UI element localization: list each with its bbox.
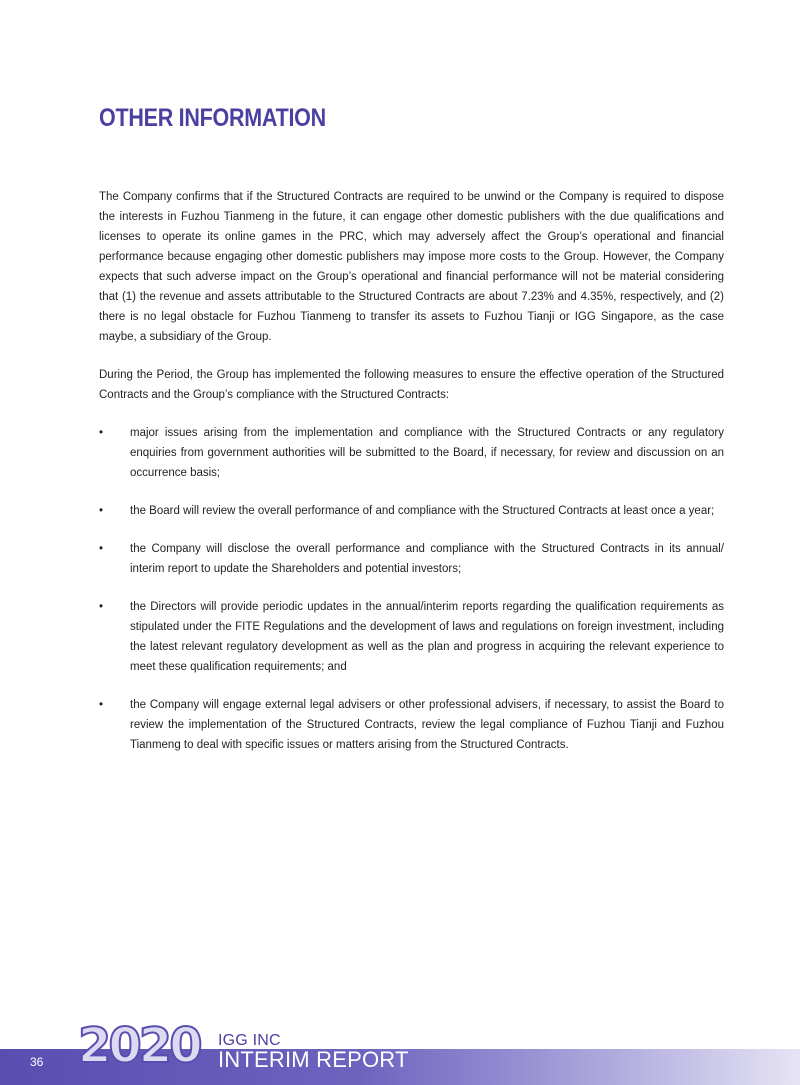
paragraph: During the Period, the Group has implemented the following measures to ensure the effective operation of the Structured Contracts and the Group’s compliance with the Structured Contracts: bbox=[99, 369, 724, 401]
year-logo: 2020 bbox=[78, 1018, 200, 1074]
list-item bbox=[99, 597, 724, 677]
bullet-icon: • bbox=[99, 505, 104, 517]
list-item-text: the Company will disclose the overall performance and compliance with the Structured Contracts in its annual/ interim report to update the Shareholders and potential investors; bbox=[130, 543, 724, 575]
list-item bbox=[99, 695, 724, 755]
paragraph: The Company confirms that if the Structured Contracts are required to be unwind or the Company is required to dispose the interests in Fuzhou Tianmeng in the future, it can engage other domestic publishers with the due qualifications and licenses to operate its online games in the PRC, which may adversely affect the Group’s operational and financial performance because engaging other domestic publishers may impose more costs to the Group. However, the Company expects that such adverse impact on the Group’s operational and financial performance will not be material considering that (1) the revenue and assets attributable to the Structured Contracts are about 7.23% and 4.35%, respectively, and (2) there is no legal obstacle for Fuzhou Tianmeng to transfer its assets to Fuzhou Tianji or IGG Singapore, as the case maybe, a subsidiary of the Group. bbox=[99, 191, 724, 343]
bullet-icon: • bbox=[99, 543, 104, 555]
list-item-text: the Company will engage external legal advisers or other professional advisers, if necessary, to assist the Board to review the implementation of the Structured Contracts, review the legal compliance of Fuzhou Tianji and Fuzhou Tianmeng to deal with specific issues or matters arising from the Structured Contracts. bbox=[130, 699, 724, 751]
bullet-icon: • bbox=[99, 427, 104, 439]
list-item-text: the Directors will provide periodic updates in the annual/interim reports regarding the qualification requirements as stipulated under the FITE Regulations and the development of laws and regulations on foreign investment, including the latest relevant regulatory development as well as the plan and progress in acquiring the relevant experience to meet these qualification requirements; and bbox=[130, 601, 724, 673]
list-item-text: the Board will review the overall performance of and compliance with the Structured Contracts at least once a year; bbox=[130, 505, 715, 517]
list-item bbox=[99, 423, 724, 483]
page-number: 36 bbox=[30, 1055, 44, 1069]
report-title: INTERIM REPORT bbox=[218, 1047, 409, 1072]
list-item bbox=[99, 501, 724, 521]
measures-list bbox=[99, 423, 724, 755]
list-item-text: major issues arising from the implementation and compliance with the Structured Contracts or any regulatory enquiries from government authorities will be submitted to the Board, if necessary, for review and discussion on an occurrence basis; bbox=[130, 427, 724, 479]
body-content bbox=[99, 187, 724, 773]
bullet-icon: • bbox=[99, 699, 104, 711]
list-item bbox=[99, 539, 724, 579]
page-title: OTHER INFORMATION bbox=[99, 104, 326, 132]
company-name: IGG INC bbox=[218, 1032, 281, 1049]
bullet-icon: • bbox=[99, 601, 104, 613]
